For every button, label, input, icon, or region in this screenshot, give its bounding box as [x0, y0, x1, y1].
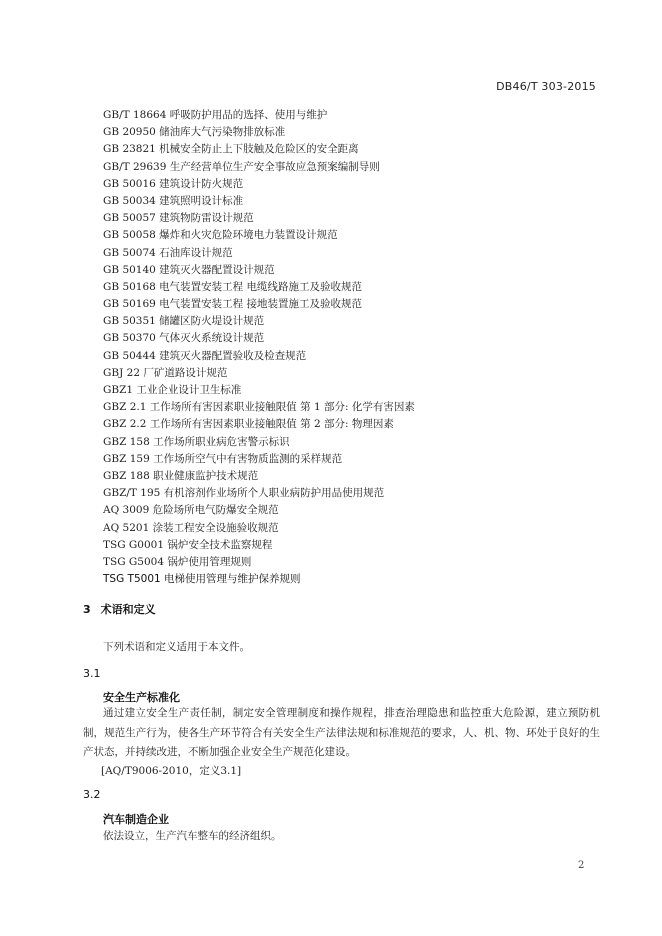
- standard-code-header: DB46/T 303-2015: [496, 80, 596, 93]
- reference-item: AQ 3009 危险场所电气防爆安全规范: [103, 504, 279, 517]
- reference-item: GB/T 29639 生产经营单位生产安全事故应急预案编制导则: [103, 160, 380, 173]
- reference-item: GB 50351 储罐区防火堤设计规范: [103, 315, 265, 328]
- reference-item: GB 50057 建筑物防雷设计规范: [103, 212, 254, 225]
- term-number: 3.2: [83, 788, 101, 801]
- term-definition: 通过建立安全生产责任制，制定安全管理制度和操作规程，排查治理隐患和监控重大危险源，建立预防机制，规范生产行为，使各生产环节符合有关安全生产法律法规和标准规范的要求，人、机、物、环处于良好的生产状态，并持续改进，不断加强企业安全生产规范化建设。: [83, 707, 600, 758]
- reference-item: GBZ 2.1 工作场所有害因素职业接触限值 第 1 部分: 化学有害因素: [103, 401, 415, 414]
- section-title: 术语和定义: [100, 603, 156, 616]
- reference-item: GBZ/T 195 有机溶剂作业场所个人职业病防护用品使用规范: [103, 487, 385, 500]
- reference-item: GB 50168 电气装置安装工程 电缆线路施工及验收规范: [103, 280, 363, 293]
- reference-item: GB 23821 机械安全防止上下肢触及危险区的安全距离: [103, 143, 359, 156]
- reference-item: GB 20950 储油库大气污染物排放标准: [103, 126, 286, 139]
- reference-item: TSG G5004 锅炉使用管理规则: [103, 555, 252, 568]
- reference-item: GB 50034 建筑照明设计标准: [103, 194, 244, 207]
- reference-item: GBZ 159 工作场所空气中有害物质监测的采样规范: [103, 452, 343, 465]
- reference-item: GBZ1 工业企业设计卫生标准: [103, 384, 242, 396]
- term-title: 安全生产标准化: [103, 691, 180, 704]
- reference-item: GB 50058 爆炸和火灾危险环境电力装置设计规范: [103, 229, 338, 242]
- section-number: 3: [83, 603, 91, 616]
- term-number: 3.1: [83, 667, 101, 680]
- page-number: 2: [578, 860, 585, 871]
- reference-item: TSG G0001 锅炉安全技术监察规程: [103, 538, 273, 551]
- reference-item: GB 50169 电气装置安装工程 接地装置施工及验收规范: [103, 298, 363, 311]
- reference-item: GB/T 18664 呼吸防护用品的选择、使用与维护: [103, 109, 328, 121]
- reference-item: GB 50016 建筑设计防火规范: [103, 177, 244, 190]
- reference-item: GB 50074 石油库设计规范: [103, 246, 233, 259]
- reference-item: GBJ 22 厂矿道路设计规范: [103, 366, 228, 379]
- term-definition: 依法设立，生产汽车整车的经济组织。: [103, 830, 282, 842]
- section-heading: [83, 601, 156, 617]
- term-title: 汽车制造企业: [103, 813, 169, 826]
- reference-item: GB 50444 建筑灭火器配置验收及检查规范: [103, 349, 307, 362]
- section-intro: 下列术语和定义适用于本文件。: [103, 641, 250, 653]
- reference-item: GBZ 2.2 工作场所有害因素职业接触限值 第 2 部分: 物理因素: [103, 418, 394, 431]
- reference-item: GB 50370 气体灭火系统设计规范: [103, 332, 265, 345]
- reference-item: TSG T5001 电梯使用管理与维护保养规则: [103, 573, 301, 586]
- reference-item: GBZ 188 职业健康监护技术规范: [103, 469, 259, 482]
- reference-item: AQ 5201 涂装工程安全设施验收规范: [103, 521, 279, 534]
- term-source: [AQ/T9006-2010，定义3.1]: [101, 765, 242, 777]
- reference-item: GBZ 158 工作场所职业病危害警示标识: [103, 435, 290, 448]
- reference-item: GB 50140 建筑灭火器配置设计规范: [103, 263, 275, 276]
- normative-references-list: [103, 107, 415, 588]
